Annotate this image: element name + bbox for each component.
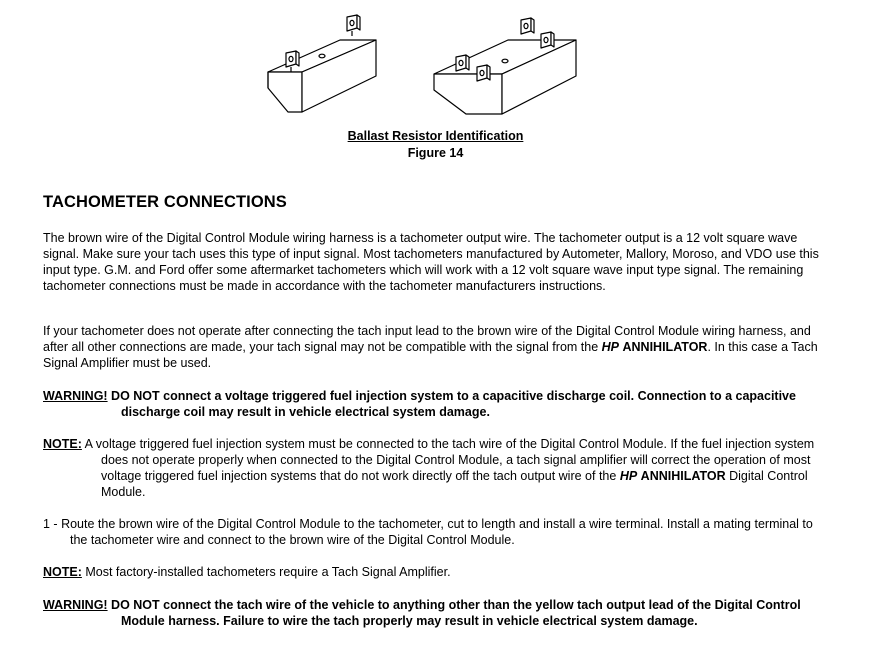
note-fuel-injection xyxy=(43,436,833,500)
paragraph2-tail: . In this case a Tach Signal Amplifier must be used. xyxy=(43,340,818,370)
warning-label: WARNING! xyxy=(43,389,108,403)
step-number: 1 - xyxy=(43,517,62,531)
paragraph-tach-output: The brown wire of the Digital Control Module wiring harness is a tachometer output wire. The tachometer output is a 12 volt square wave signal. Make sure your tach uses this type of input signal. Most tachometers manufactured by Autometer, Mallory, Moroso, and VDO use this input type. G.M. and Ford offer some aftermarket tachometers which will work with a 12 volt square wave input type signal. The remaining tachometer connections must be made in accordance with the tachometer manufacturers instructions. xyxy=(43,231,819,293)
note-label: NOTE: xyxy=(43,565,82,579)
warning-text: DO NOT connect a voltage triggered fuel injection system to a capacitive discharge coil. Connection to a capacitive discharge coil may result in vehicle electrical system damage. xyxy=(107,389,796,419)
warning-label: WARNING! xyxy=(43,598,108,612)
note-text: Most factory-installed tachometers require a Tach Signal Amplifier. xyxy=(81,565,451,579)
step-route-wire xyxy=(43,516,833,548)
note-text: A voltage triggered fuel injection system must be connected to the tach wire of the Digital Control Module. If the fuel injection system does not operate properly when connected to the Digital Control Module, a tach signal amplifier will correct the operation of most voltage triggered fuel injection systems that do not work directly off the tach output wire of the xyxy=(81,437,815,483)
warning-text: DO NOT connect the tach wire of the vehicle to anything other than the yellow tach output lead of the Digital Control Module harness. Failure to wire the tach properly may result in vehicle electrical system damage. xyxy=(107,598,801,628)
note-factory-tach xyxy=(43,564,833,580)
brand-annihilator: ANNIHILATOR xyxy=(640,469,726,483)
figure-title: Ballast Resistor Identification xyxy=(347,129,524,143)
brand-hp: HP xyxy=(601,340,620,354)
figure-caption xyxy=(0,128,871,162)
brand-hp: HP xyxy=(619,469,638,483)
note-tail: Digital Control Module. xyxy=(101,469,808,499)
figure-number: Figure 14 xyxy=(407,146,464,160)
paragraph-tach-compat xyxy=(43,323,833,371)
brand-annihilator: ANNIHILATOR xyxy=(622,340,708,354)
paragraph2-text: If your tachometer does not operate after connecting the tach input lead to the brown wire of the Digital Control Module wiring harness, and after all other connections are made, your tach signal may not be compatible with the signal from the xyxy=(43,324,811,354)
warning-tach-wire xyxy=(43,597,833,629)
note-label: NOTE: xyxy=(43,437,82,451)
ballast-resistor-illustration xyxy=(262,12,582,124)
step-text: Route the brown wire of the Digital Control Module to the tachometer, cut to length and install a wire terminal. Install a mating terminal to the tachometer wire and connect to the brown wire of the Digital Control Module. xyxy=(61,517,813,547)
section-heading: TACHOMETER CONNECTIONS xyxy=(43,193,287,211)
warning-cd-coil xyxy=(43,388,833,420)
